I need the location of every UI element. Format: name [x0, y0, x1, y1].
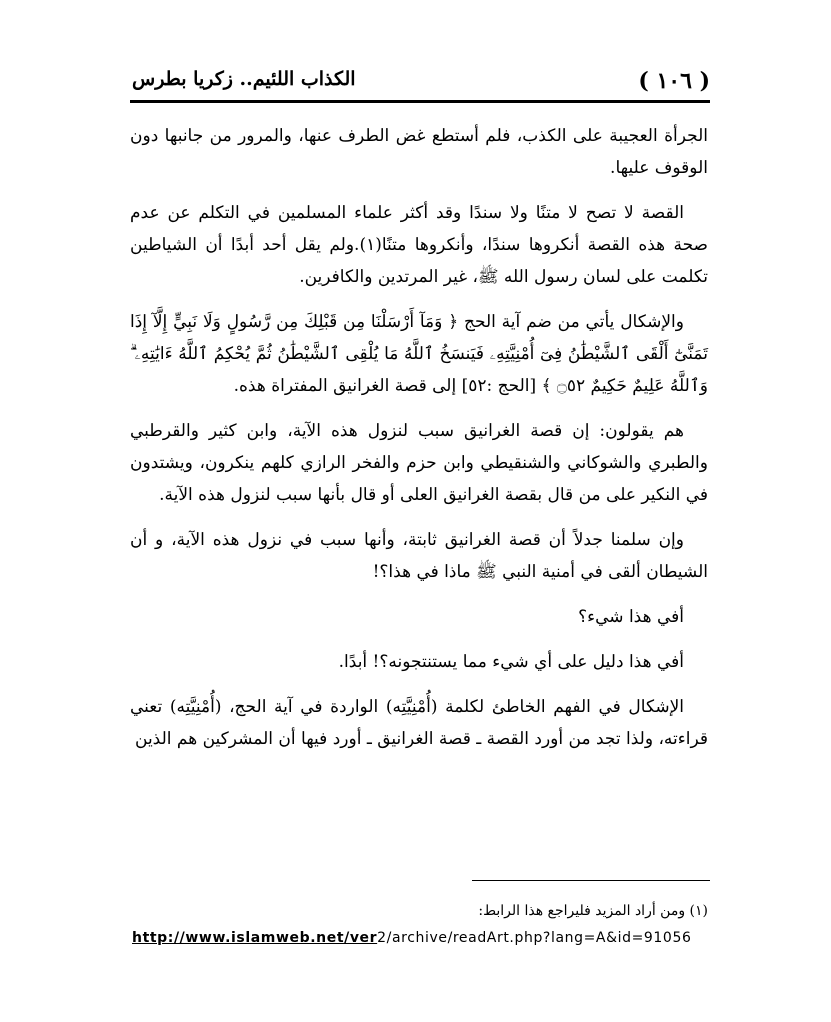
footnote-link-domain[interactable]: http://www.islamweb.net/ver — [132, 930, 378, 946]
page-number: ( ١٠٦ ) — [638, 68, 710, 94]
paragraph-5: وإن سلمنا جدلاً أن قصة الغرانيق ثابتة، وأنها سبب في نزول هذه الآية، و أن الشيطان ألقى في أمنية النبي ﷺ ماذا في هذا؟! — [130, 530, 708, 582]
paragraph-7: أفي هذا دليل على أي شيء مما يستنتجونه؟! أبدًا. — [338, 652, 684, 672]
header-rule — [130, 100, 710, 103]
footnote-link[interactable] — [132, 930, 710, 946]
paragraph-2: القصة لا تصح لا متنًا ولا سندًا وقد أكثر علماء المسلمين في التكلم عن عدم صحة هذه القصة أنكروها سندًا، وأنكروها متنًا(١).ولم يقل أحد أبدًا أن الشياطين تكلمت على لسان رسول الله ﷺ، غير المرتدين والكافرين. — [130, 203, 708, 287]
book-title: الكذاب اللئيم.. زكريا بطرس — [132, 68, 356, 90]
paragraph-8: الإشكال في الفهم الخاطئ لكلمة (أُمْنِيَّتِه) الواردة في آية الحج، (أُمْنِيَّتِه) تعني قراءته، ولذا تجد من أورد القصة ـ قصة الغرانيق ـ أورد فيها أن المشركين هم الذين — [130, 697, 708, 749]
paragraph-1: الجرأة العجيبة على الكذب، فلم أستطع غض الطرف عنها، والمرور من جانبها دون الوقوف عليها. — [130, 126, 708, 178]
page-header — [130, 66, 710, 102]
paragraph-3-quran-verse: والإشكال يأتي من ضم آية الحج ﴿ وَمَآ أَرْسَلْنَا مِن قَبْلِكَ مِن رَّسُولٍ وَلَا نَبِيٍّ إِلَّآ إِذَا تَمَنَّىٰٓ أَلْقَى ٱلشَّيْطَٰنُ فِىٓ أُمْنِيَّتِهِۦ فَيَنسَخُ ٱللَّهُ مَا يُلْقِى ٱلشَّيْطَٰنُ ثُمَّ يُحْكِمُ ٱللَّهُ ءَايَٰتِهِۦ ۗ وَٱللَّهُ عَلِيمٌ حَكِيمٌ ۝٥٢ ﴾ [الحج :٥٢] إلى قصة الغرانيق المفتراة هذه. — [130, 312, 708, 396]
footnote-text: (١) ومن أراد المزيد فليراجع هذا الرابط: — [478, 903, 708, 919]
paragraph-4: هم يقولون: إن قصة الغرانيق سبب لنزول هذه الآية، وابن كثير والقرطبي والطبري والشوكاني والشنقيطي وابن حزم والفخر الرازي كلهم ينكرون، ويشتدون في النكير على من قال بقصة الغرانيق العلى أو قال بأنها سبب لنزول هذه الآية. — [130, 421, 708, 505]
body-text — [130, 120, 708, 768]
paragraph-6: أفي هذا شيء؟ — [578, 607, 684, 627]
footnote-link-path[interactable]: 2/archive/readArt.php?lang=A&id=91056 — [377, 930, 692, 946]
footnote-rule — [472, 880, 710, 881]
